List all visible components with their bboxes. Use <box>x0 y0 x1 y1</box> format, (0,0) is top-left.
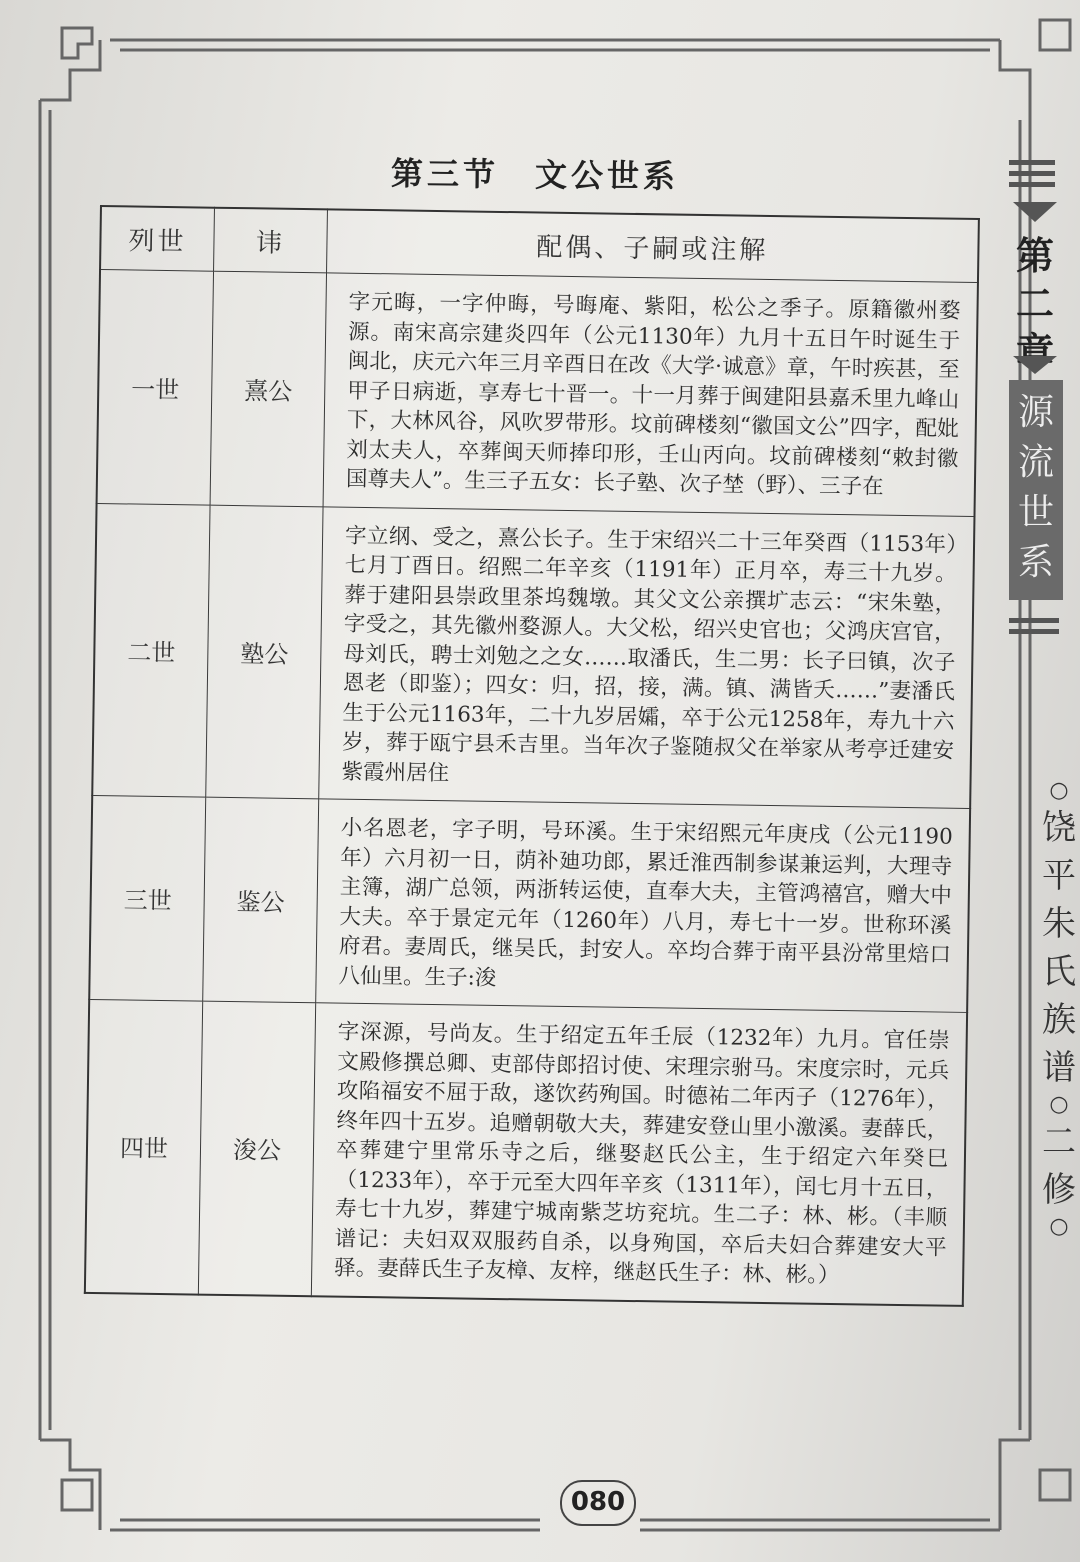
notes-cell: 小名恩老，字子明，号环溪。生于宋绍熙元年庚戌（公元1190年）六月初一日，荫补廸功郎，累迁淮西制参谋兼运判，大理寺主簿，湖广总领，两浙转运使，直奉大夫，主管鸿禧宫，赠大中大夫。卒于景定元年（1260年）八月，寿七十一岁。世称环溪府君。妻周氏，继吴氏，封安人。卒均合葬于南平县汾常里焙口八仙里。生子:浚 <box>316 799 970 1013</box>
chapter-topic: 源流世系 <box>1009 380 1063 600</box>
header-notes: 配偶、子嗣或注解 <box>327 209 979 282</box>
chapter-separator-icon <box>1013 356 1057 374</box>
circle-mark: ○ <box>1049 1214 1069 1239</box>
edition-label: 二修 <box>1042 1122 1076 1210</box>
generation-cell: 一世 <box>97 270 214 505</box>
notes-cell: 字元晦，一字仲晦，号晦庵、紫阳，松公之季子。原籍徽州婺源。南宋高宗建炎四年（公元1130年）九月十五日午时诞生于闽北，庆元六年三月辛酉日在改《大学·诚意》章，午时疾甚，至甲子日病逝，享寿七十晋一。十一月葬于闽建阳县嘉禾里九峰山下，大林风谷，风吹罗带形。坟前碑楼刻“徽国文公”四字，配妣刘太夫人，卒葬闽天师捧印形，壬山丙向。坟前碑楼刻“敕封徽国尊夫人”。生三子五女：长子塾、次子埜（野）、三子在 <box>323 273 978 516</box>
table-row <box>89 795 970 1012</box>
header-generation: 列世 <box>100 206 214 271</box>
table-row <box>92 503 974 808</box>
name-cell: 熹公 <box>210 271 326 506</box>
name-cell: 塾公 <box>206 505 323 799</box>
generation-cell: 四世 <box>85 999 203 1294</box>
notes-cell: 字立纲、受之，熹公长子。生于宋绍兴二十三年癸酉（1153年）七月丁酉日。绍熙二年辛亥（1191年）正月卒，寿三十九岁。葬于建阳县崇政里茶坞魏墩。其父文公亲撰圹志云：“宋朱塾，字受之，其先徽州婺源人。大父松，绍兴史官也；父鸿庆宫官，母刘氏，聘士刘勉之之女……取潘氏，生二男：长子曰镇，次子恩老（即鉴）；四女：归，招，接，满。镇、满皆夭……”妻潘氏生于公元1163年，二十九岁居孀，卒于公元1258年，寿九十六岁，葬于瓯宁县禾吉里。当年次子鉴随叔父在举家从考亭迁建安紫霞州居住 <box>319 506 975 808</box>
genealogy-table-wrapper <box>84 205 1005 1307</box>
page-number: 080 <box>560 1480 636 1526</box>
genealogy-table <box>84 205 980 1306</box>
name-cell: 鉴公 <box>203 797 319 1003</box>
circle-mark: ○ <box>1049 778 1069 803</box>
book-title: 饶平朱氏族谱 <box>1042 808 1076 1088</box>
chapter-arrow-icon <box>1013 202 1057 222</box>
notes-cell: 字深源，号尚友。生于绍定五年壬辰（1232年）九月。官任崇文殿修撰总卿、吏部侍郎招讨使、宋理宗驸马。宋度宗时，元兵攻陷福安不屈于敌，遂饮药殉国。时德祐二年丙子（1276年），终年四十五岁。追赠朝敬大夫，葬建安登山里小激溪。妻薛氏，卒葬建宁里常乐寺之后，继娶赵氏公主，生于绍定六年癸巳（1233年），卒于元至大四年辛亥（1311年），闰七月十五日，寿七十九岁，葬建宁城南紫芝坊兖坑。生二子：林、彬。（丰顺谱记：夫妇双双服药自杀，以身殉国，卒后夫妇合葬建安大平驿。妻薛氏生子友樟、友梓，继赵氏生子：林、彬。） <box>311 1003 967 1306</box>
circle-mark: ○ <box>1049 1092 1069 1117</box>
header-name: 讳 <box>214 208 328 273</box>
book-title-vertical <box>1036 778 1080 1240</box>
chapter-tab <box>1003 160 1073 660</box>
generation-cell: 三世 <box>89 795 206 1001</box>
table-row <box>97 270 978 516</box>
chapter-tab-bottom-bars <box>1009 618 1059 640</box>
table-row <box>85 999 967 1305</box>
section-title: 第三节 文公世系 <box>390 154 680 196</box>
chapter-label: 第二章 <box>1015 234 1054 374</box>
chapter-tab-top-bars <box>1009 160 1055 193</box>
name-cell: 浚公 <box>198 1001 315 1296</box>
generation-cell: 二世 <box>92 503 210 797</box>
